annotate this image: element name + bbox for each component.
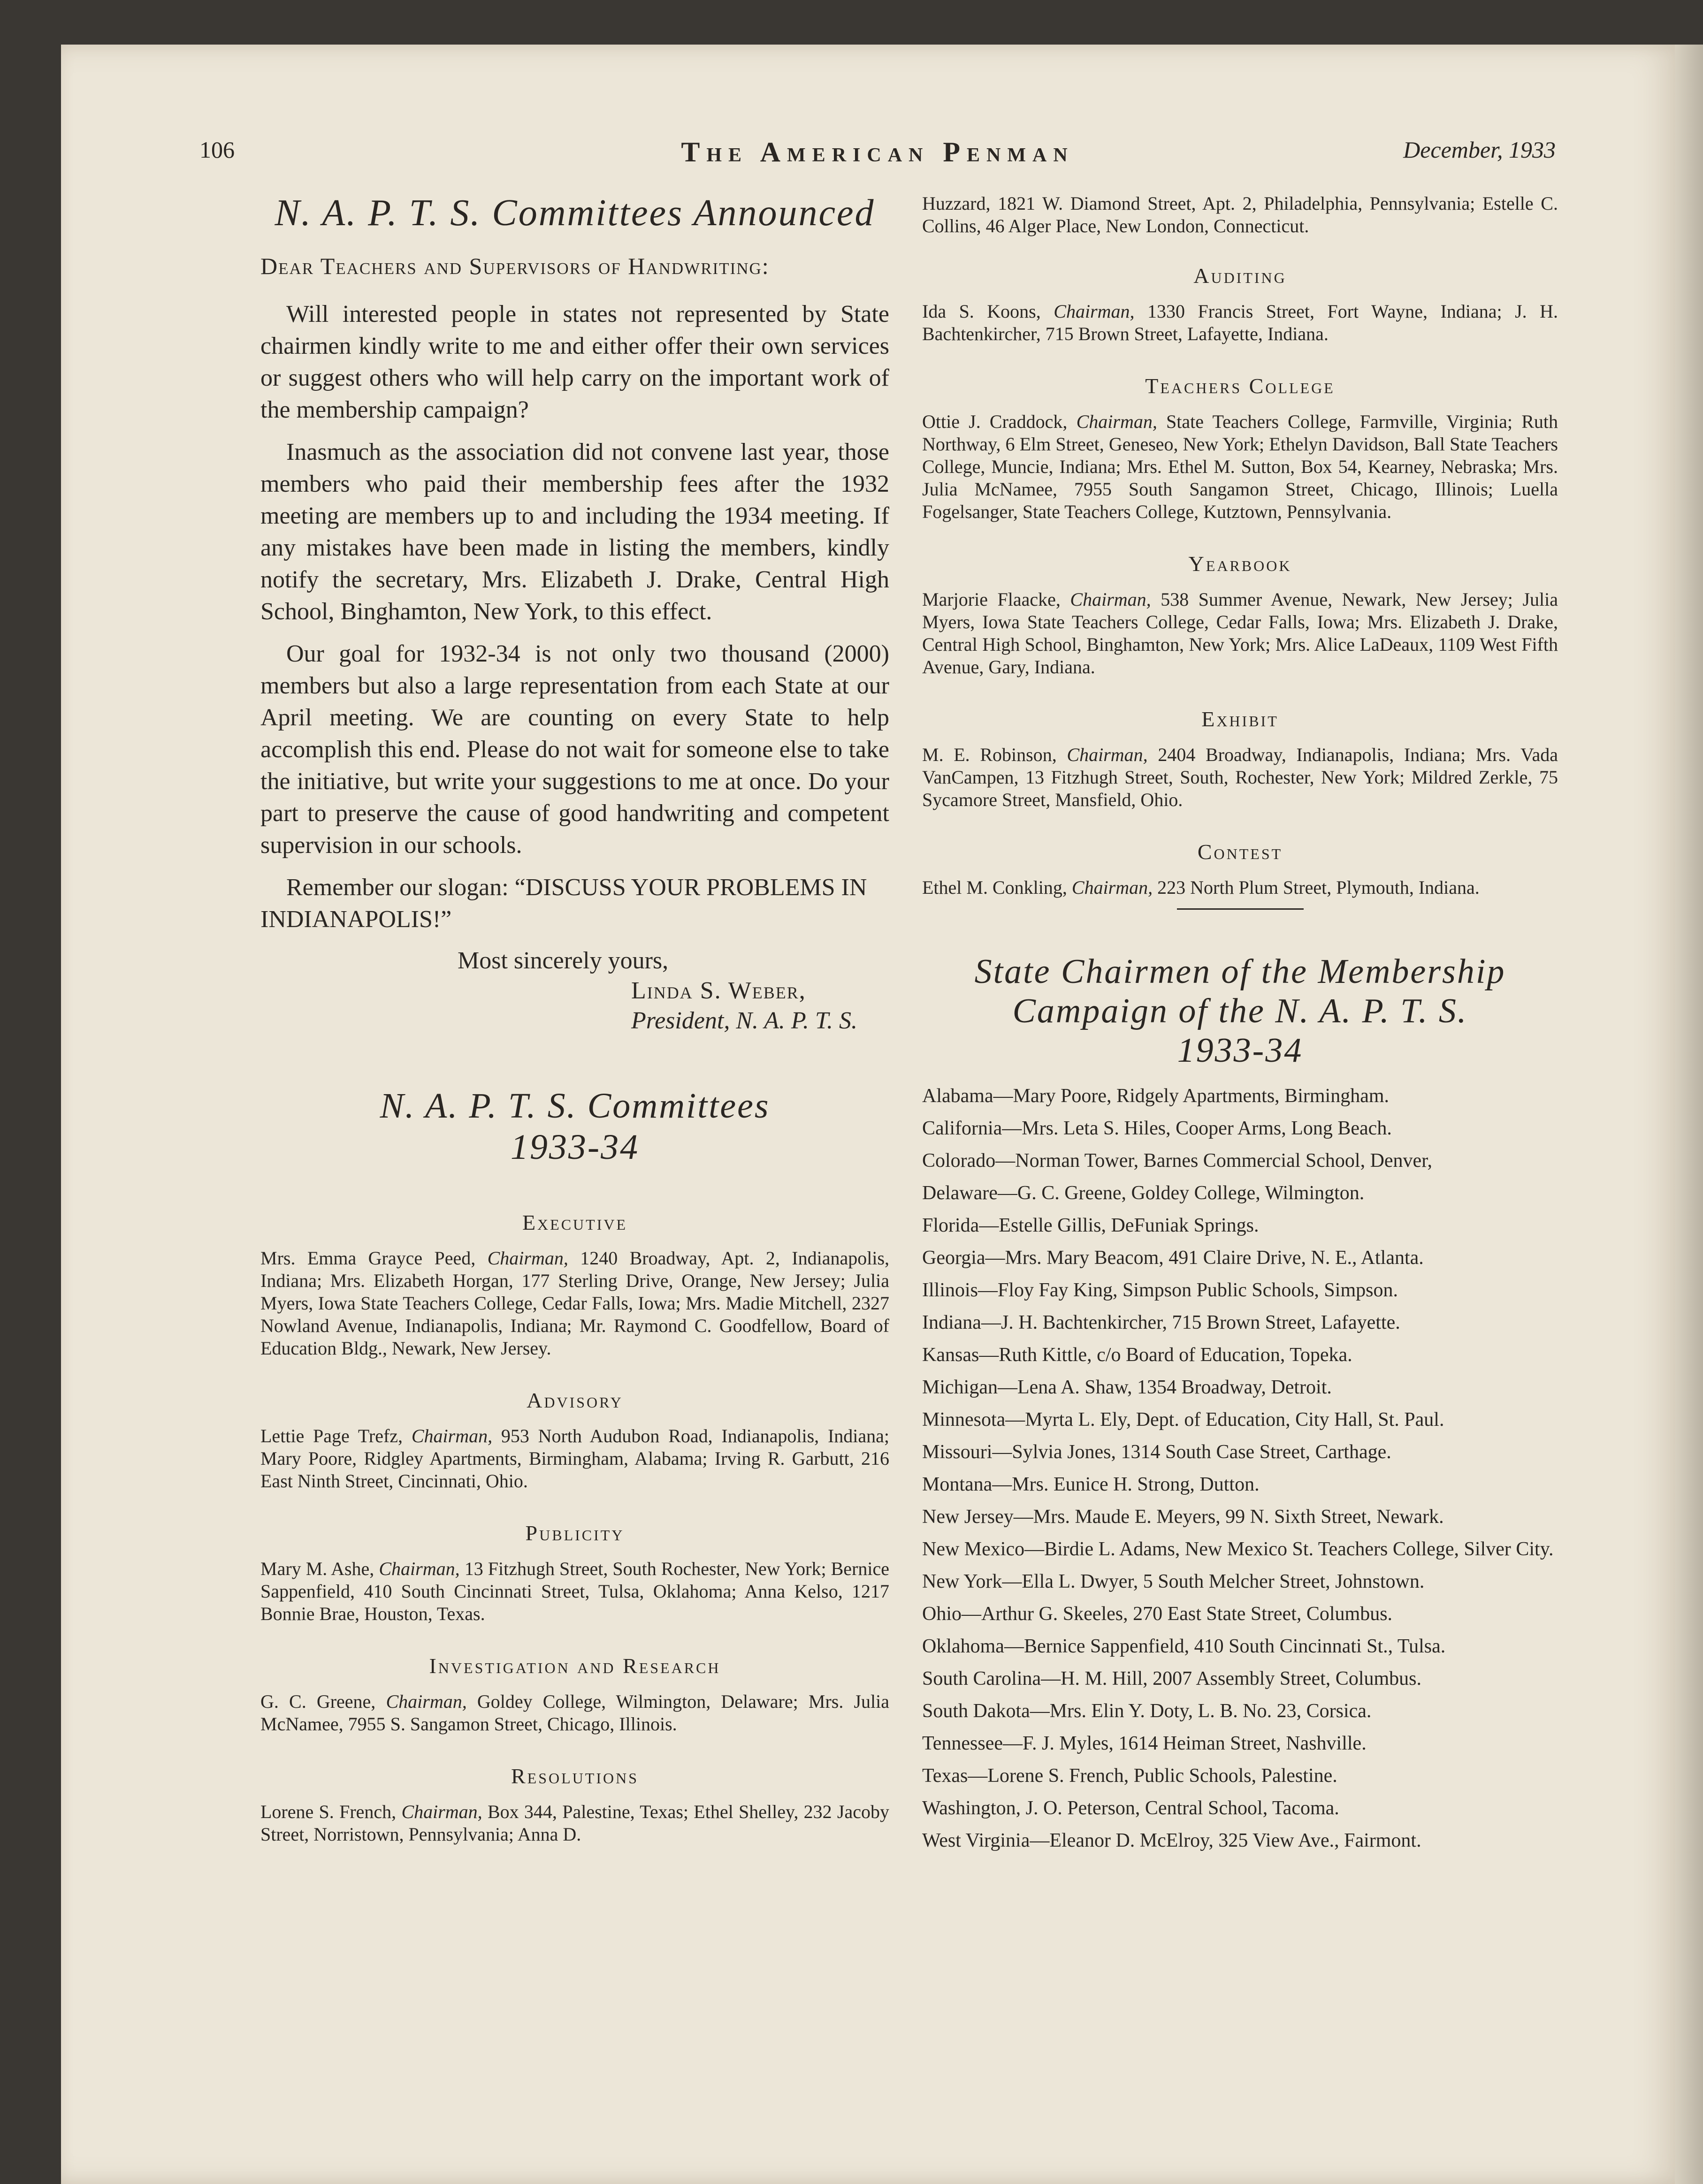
committee-section (260, 1764, 889, 1846)
section-body (922, 876, 1558, 899)
section-text: Goldey College, Wilmington, Delaware; Mrs. Julia McNamee, 7955 S. Sangamon Street, Chicago, Illinois. (260, 1691, 890, 1735)
chair-label: Chairman, (1071, 877, 1153, 898)
state-chairman-entry: Missouri—Sylvia Jones, 1314 South Case Street, Carthage. (922, 1441, 1391, 1463)
state-chairman-entry: Oklahoma—Bernice Sappenfield, 410 South Cincinnati St., Tulsa. (922, 1636, 1446, 1657)
committee-section (922, 263, 1558, 345)
page-number: 106 (199, 137, 235, 163)
page-edge (1675, 45, 1703, 2184)
section-body (922, 411, 1558, 523)
chair-name: Ethel M. Conkling, (922, 877, 1067, 898)
section-body (260, 1558, 889, 1625)
chair-name: Ida S. Koons, (922, 301, 1041, 322)
section-text: 2404 Broadway, Indianapolis, Indiana; Mrs. Vada VanCampen, 13 Fitzhugh Street, South, Rochester, New York; Mildred Zerkle, 75 Sycamore Street, Mansfield, Ohio. (922, 744, 1558, 810)
state-chairman-entry: Kansas—Ruth Kittle, c/o Board of Education, Topeka. (922, 1344, 1352, 1366)
committee-section (922, 707, 1558, 811)
section-text: 13 Fitzhugh Street, South Rochester, New York; Bernice Sappenfield, 410 South Cincinnati Street, Tulsa, Oklahoma; Anna Kelso, 1217 Bonnie Brae, Houston, Texas. (260, 1558, 890, 1624)
section-heading: Contest (1197, 840, 1283, 864)
state-title-line3: 1933-34 (1177, 1031, 1303, 1070)
slogan: Remember our slogan: “DISCUSS YOUR PROBLEMS IN INDIANAPOLIS!” (260, 874, 867, 933)
section-text: Box 344, Palestine, Texas; Ethel Shelley, 232 Jacoby Street, Norristown, Pennsylvania; Anna D. (260, 1801, 889, 1845)
signature-block (260, 946, 889, 1036)
chair-label: Chairman, (379, 1558, 460, 1579)
committees-title (260, 1085, 889, 1168)
state-chairman-entry: Indiana—J. H. Bachtenkircher, 715 Brown Street, Lafayette. (922, 1312, 1400, 1333)
valediction: Most sincerely yours, (458, 947, 669, 974)
chair-label: Chairman, (1067, 744, 1148, 765)
chair-label: Chairman, (1076, 411, 1157, 432)
committee-section (922, 373, 1558, 523)
state-chairman-entry: Texas—Lorene S. French, Public Schools, Palestine. (922, 1765, 1337, 1787)
committee-section (922, 551, 1558, 678)
paragraph: Inasmuch as the association did not convene last year, those members who paid their membership fees after the 1932 meeting are members up to and including the 1934 meeting. If any mistakes have been made in listing the members, kindly notify the secretary, Mrs. Elizabeth J. Drake, Central High School, Binghamton, New York, to this effect. (260, 439, 889, 625)
state-chairman-entry: Michigan—Lena A. Shaw, 1354 Broadway, Detroit. (922, 1377, 1332, 1398)
right-column (922, 192, 1558, 1861)
divider-rule (1177, 908, 1304, 910)
state-chairman-entry: Georgia—Mrs. Mary Beacom, 491 Claire Drive, N. E., Atlanta. (922, 1247, 1424, 1269)
chair-label: Chairman, (487, 1248, 568, 1269)
article-title: N. A. P. T. S. Committees Announced (275, 192, 875, 234)
chair-name: Lorene S. French, (260, 1801, 397, 1822)
chair-name: Mary M. Ashe, (260, 1558, 374, 1579)
section-text: 223 North Plum Street, Plymouth, Indiana. (1157, 877, 1480, 898)
section-body (260, 1801, 889, 1846)
section-body (922, 744, 1558, 811)
section-body (922, 300, 1558, 345)
section-text: 953 North Audubon Road, Indianapolis, Indiana; Mary Poore, Ridgley Apartments, Birmingham, Alabama; Irving R. Garbutt, 216 East Ninth Street, Cincinnati, Ohio. (260, 1425, 889, 1492)
state-chairman-entry: California—Mrs. Leta S. Hiles, Cooper Arms, Long Beach. (922, 1118, 1392, 1139)
state-chairman-entry: Colorado—Norman Tower, Barnes Commercial School, Denver, (922, 1150, 1432, 1172)
committee-section (260, 1521, 889, 1625)
section-body (260, 1690, 889, 1735)
state-chairman-entry: South Dakota—Mrs. Elin Y. Doty, L. B. No. 23, Corsica. (922, 1700, 1372, 1722)
paragraph: Will interested people in states not represented by State chairmen kindly write to me and either offer their own services or suggest others who will help carry on the important work of the membership campaign? (260, 301, 889, 423)
state-chairman-entry: Alabama—Mary Poore, Ridgely Apartments, Birmingham. (922, 1085, 1389, 1107)
section-heading: Auditing (1193, 264, 1287, 288)
committees-title-line2: 1933-34 (510, 1127, 640, 1167)
section-body (260, 1425, 889, 1492)
committee-section (260, 1388, 889, 1492)
salutation: Dear Teachers and Supervisors of Handwriting: (260, 253, 770, 279)
section-text: 1240 Broadway, Apt. 2, Indianapolis, Indiana; Mrs. Elizabeth Horgan, 177 Sterling Drive, Orange, New Jersey; Julia Myers, Iowa State Teachers College, Cedar Falls, Iowa; Mrs. Madie Mitchell, 2327 Nowland Avenue, Indianapolis, Indiana; Mr. Raymond C. Goodfellow, Board of Education Bldg., Newark, New Jersey. (260, 1248, 890, 1359)
issue-date: December, 1933 (1403, 137, 1556, 163)
state-chairman-entry: New Mexico—Birdie L. Adams, New Mexico St. Teachers College, Silver City. (922, 1538, 1554, 1560)
state-chairman-entry: Tennessee—F. J. Myles, 1614 Heiman Street, Nashville. (922, 1733, 1367, 1754)
chair-name: Mrs. Emma Grayce Peed, (260, 1248, 476, 1269)
state-chairman-entry: New Jersey—Mrs. Maude E. Meyers, 99 N. Sixth Street, Newark. (922, 1506, 1444, 1528)
state-title-line2: Campaign of the N. A. P. T. S. (1012, 992, 1468, 1030)
chair-label: Chairman, (386, 1691, 467, 1712)
section-text: 538 Summer Avenue, Newark, New Jersey; Julia Myers, Iowa State Teachers College, Cedar Falls, Iowa; Mrs. Elizabeth J. Drake, Central High School, Binghamton, New York; Mrs. Alice LaDeaux, 1109 West Fifth Avenue, Gary, Indiana. (922, 589, 1558, 677)
section-heading: Executive (522, 1210, 628, 1234)
state-chairman-entry: Florida—Estelle Gillis, DeFuniak Springs. (922, 1215, 1259, 1236)
section-heading: Teachers College (1145, 374, 1335, 398)
section-text: State Teachers College, Farmville, Virginia; Ruth Northway, 6 Elm Street, Geneseo, New York; Ethelyn Davidson, Ball State Teachers College, Muncie, Indiana; Mrs. Ethel M. Sutton, Box 54, Kearney, Nebraska; Mrs. Julia McNamee, 7955 South Sangamon Street, Chicago, Illinois; Luella Fogelsanger, State Teachers College, Kutztown, Pennsylvania. (922, 411, 1558, 522)
left-column (260, 192, 889, 1874)
state-chairmen-title (922, 952, 1558, 1070)
chair-name: Marjorie Flaacke, (922, 589, 1061, 610)
section-heading: Advisory (527, 1388, 623, 1412)
committee-section (922, 839, 1558, 899)
section-body (260, 1247, 889, 1360)
section-body (922, 588, 1558, 678)
section-heading: Investigation and Research (429, 1654, 721, 1678)
state-chairman-entry: Illinois—Floy Fay King, Simpson Public Schools, Simpson. (922, 1279, 1398, 1301)
state-chairman-entry: Minnesota—Myrta L. Ely, Dept. of Education, City Hall, St. Paul. (922, 1409, 1444, 1431)
state-title-line1: State Chairmen of the Membership (974, 952, 1506, 991)
paragraph: Our goal for 1932-34 is not only two thousand (2000) members but also a large representation from each State at our April meeting. We are counting on every State to help accomplish this end. Please do not wait for someone else to take the initiative, but write your suggestions to me at once. Do your part to preserve the cause of good handwriting and competent supervision in our schools. (260, 640, 889, 859)
chair-label: Chairman, (1070, 589, 1151, 610)
continued-text: Huzzard, 1821 W. Diamond Street, Apt. 2, Philadelphia, Pennsylvania; Estelle C. Collins, 46 Alger Place, New London, Connecticut. (922, 193, 1558, 236)
state-chairmen-list (922, 1084, 1558, 1852)
state-chairman-entry: West Virginia—Eleanor D. McElroy, 325 View Ave., Fairmont. (922, 1830, 1421, 1851)
state-chairman-entry: Delaware—G. C. Greene, Goldey College, Wilmington. (922, 1182, 1365, 1204)
section-heading: Publicity (525, 1521, 625, 1545)
section-heading: Yearbook (1188, 552, 1292, 576)
signer-name: Linda S. Weber, (631, 977, 806, 1004)
state-chairman-entry: Ohio—Arthur G. Skeeles, 270 East State Street, Columbus. (922, 1603, 1393, 1625)
journal-title: The American Penman (681, 137, 1074, 167)
running-head (199, 136, 1556, 174)
chair-label: Chairman, (401, 1801, 482, 1822)
chair-label: Chairman, (411, 1425, 493, 1446)
state-chairman-entry: South Carolina—H. M. Hill, 2007 Assembly Street, Columbus. (922, 1668, 1422, 1689)
state-chairman-entry: New York—Ella L. Dwyer, 5 South Melcher Street, Johnstown. (922, 1571, 1425, 1592)
committees-title-line1: N. A. P. T. S. Committees (380, 1086, 770, 1126)
chair-label: Chairman, (1054, 301, 1135, 322)
signer-title: President, N. A. P. T. S. (631, 1007, 857, 1034)
section-heading: Resolutions (511, 1764, 639, 1788)
chair-name: Lettie Page Trefz, (260, 1425, 403, 1446)
chair-name: Ottie J. Craddock, (922, 411, 1068, 432)
committee-section (260, 1653, 889, 1735)
committee-section (260, 1210, 889, 1360)
chair-name: M. E. Robinson, (922, 744, 1057, 765)
state-chairman-entry: Montana—Mrs. Eunice H. Strong, Dutton. (922, 1474, 1260, 1495)
chair-name: G. C. Greene, (260, 1691, 376, 1712)
section-heading: Exhibit (1201, 707, 1279, 731)
section-text: 1330 Francis Street, Fort Wayne, Indiana; J. H. Bachtenkircher, 715 Brown Street, Lafayette, Indiana. (922, 301, 1558, 344)
state-chairman-entry: Washington, J. O. Peterson, Central School, Tacoma. (922, 1797, 1339, 1819)
